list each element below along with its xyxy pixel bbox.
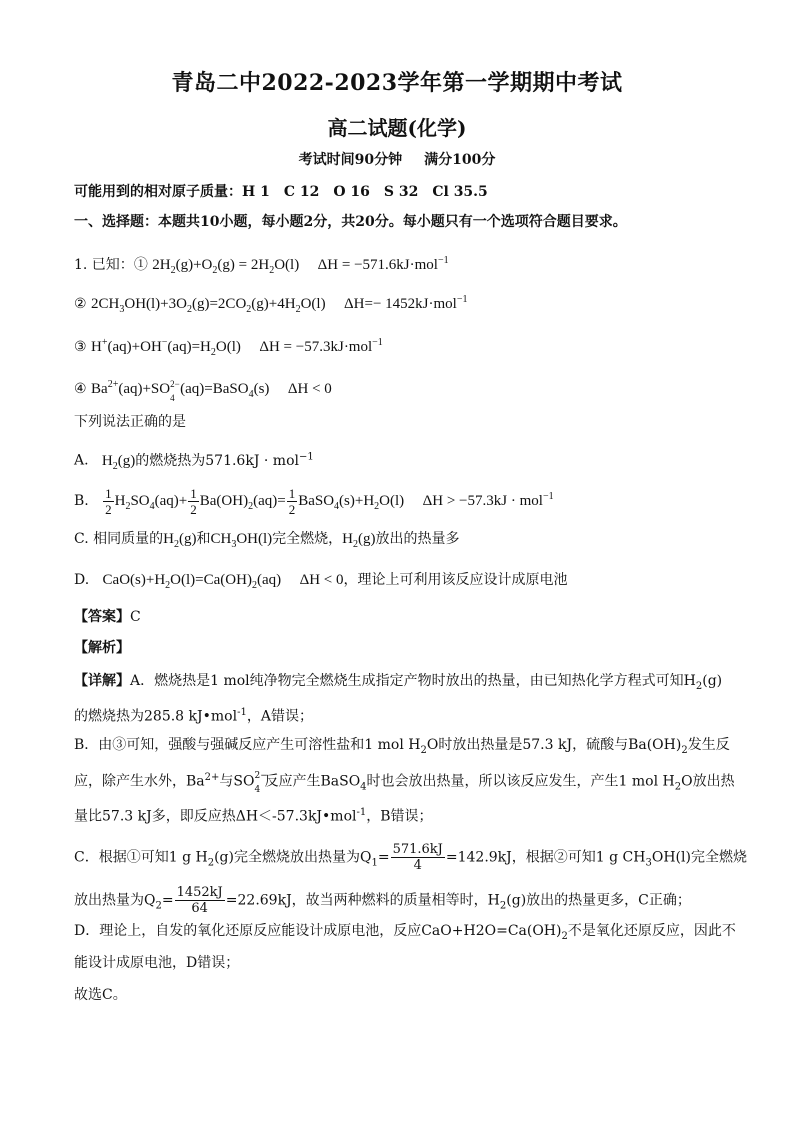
option-c [74,529,734,555]
option-d-dh: ΔH < 0 [299,572,344,588]
answer-value: C [130,609,141,625]
equation-1-formula: $2H_2(g)+O_2(g) = 2H_2O(l)$ [152,257,300,276]
option-d-text: ，理论上可利用该反应设计成原电池 [343,572,568,588]
option-d [74,570,734,596]
option-a-text: 的燃烧热为571.6kJ · mol$^{-1}$ [135,451,314,469]
option-b-dh: ΔH > −57.3kJ · mol$^{-1}$ [422,490,554,509]
equation-3 [74,333,734,363]
detail-label: 【详解】 [74,673,130,689]
explanation-c: C．根据①可知1 g $H_2(g)$完全燃烧放出热量为$Q_1=$ $\frac{571.6kJ}{4}$ =142.9kJ，根据②可知1 g $CH_3OH(l)$完全燃烧 [74,842,747,873]
exam-title: 青岛二中2022-2023学年第一学期期中考试 [171,70,623,96]
equation-3-dh: ΔH = −57.3kJ·mol$^{-1}$ [259,337,383,355]
option-d-formula: $CaO(s)+H_2O(l)=Ca(OH)_2(aq)$ [102,572,282,591]
exam-time: 考试时间90分钟 [298,152,403,168]
equation-4 [74,375,734,405]
equation-4-formula: $Ba^{2+}(aq)+SO$ 2− 4 (aq)=BaSO$_4$(s) [91,378,270,403]
explanation-d: D．理论上，自发的氧化还原反应能设计成原电池，反应$CaO+H2O=Ca(OH)_2$不是氧化还原反应，因此不 [74,923,736,942]
option-d-label: D. [74,572,90,588]
equation-3-formula: $H^+(aq)+OH^-(aq)=H_2O(l)$ [91,337,241,358]
exam-score: 满分100分 [424,152,496,168]
question-stem: 下列说法正确的是 [74,414,186,430]
exam-info [0,149,794,169]
equation-2 [74,290,734,320]
explanation-d-cont: 能设计成原电池，D错误； [74,955,240,971]
equation-marker: ① [133,257,148,273]
option-a-formula: $H_2(g)$ [101,452,136,472]
explanation-b-cont2: 量比57.3 kJ多，即反应热ΔH＜-57.3kJ•mol$^{-1}$，B错误； [74,807,433,825]
option-b-formula: $\frac{1}{2}$ $H_2SO_4(aq)+$ $\frac{1}{2}$ $Ba(OH)_2(aq)=$ $\frac{1}{2}$ $BaSO_4(s)+H_2O(l)$ [105,486,405,517]
explanation-b-cont: 应，除产生水外，$Ba^{2+}$与SO 2− 4 反应产生BaSO$_4$时也会放出热量，所以该反应发生，产生1 mol $H_2O$放出热 [74,770,735,795]
option-c-text: 和 [196,531,211,547]
analysis-label: 【解析】 [74,640,130,656]
option-c-label: C. 相同质量的 [74,531,164,547]
atomic-masses: 可能用到的相对原子质量：H 1 C 12 O 16 S 32 Cl 35.5 [74,184,488,200]
equation-2-formula: $2CH_3OH(l)+3O_2(g)=2CO_2(g)+4H_2O(l)$ [91,296,326,315]
conclusion: 故选C。 [74,987,127,1003]
equation-marker: ② [74,296,87,312]
section-heading: 一、选择题：本题共10小题，每小题2分，共20分。每小题只有一个选项符合题目要求。 [74,214,627,230]
exam-subtitle: 高二试题(化学) [327,116,467,140]
equation-1 [74,251,734,281]
equation-2-dh: ΔH=− 1452kJ·mol$^{-1}$ [344,294,468,312]
equation-4-dh: ΔH < 0 [287,381,332,397]
methanol-formula: $CH_3OH(l)$ [210,531,273,550]
option-a-label: A. [74,452,89,469]
explanation-c-cont: 放出热量为$Q_2=$ $\frac{1452kJ}{64}$ =22.69kJ，故当两种燃料的质量相等时，$H_2(g)$放出的热量更多，C正确； [74,885,691,916]
explanation-a-cont: 的燃烧热为285.8 kJ•mol$^{-1}$，A错误； [74,707,313,725]
equation-1-dh: ΔH = −571.6kJ·mol$^{-1}$ [317,255,449,273]
equation-marker: ④ [74,381,87,397]
option-c-text: 完全燃烧， [272,531,343,547]
option-b-label: B. [74,492,89,509]
fraction: $\frac{571.6kJ}{4}$ [392,842,443,873]
answer-label: 【答案】 [74,609,130,625]
option-a [74,447,734,477]
option-b [74,486,734,517]
equation-marker: ③ [74,339,87,355]
explanation-b: B．由③可知，强酸与强碱反应产生可溶性盐和1 mol $H_2O$时放出热量是57.3 kJ，硫酸与$Ba(OH)_2$发生反 [74,737,730,756]
h2-formula: $H_2(g)$ [342,531,376,550]
h2-formula: $H_2(g)$ [163,531,197,550]
fraction: $\frac{1452kJ}{64}$ [176,885,223,916]
answer-line [74,607,734,627]
question-number: 1. 已知： [74,257,134,273]
explanation-a: 【详解】A．燃烧热是1 mol纯净物完全燃烧生成指定产物时放出的热量，由已知热化学方程式可知$H_2(g)$ [74,673,723,692]
option-c-text: 放出的热量多 [375,531,460,547]
